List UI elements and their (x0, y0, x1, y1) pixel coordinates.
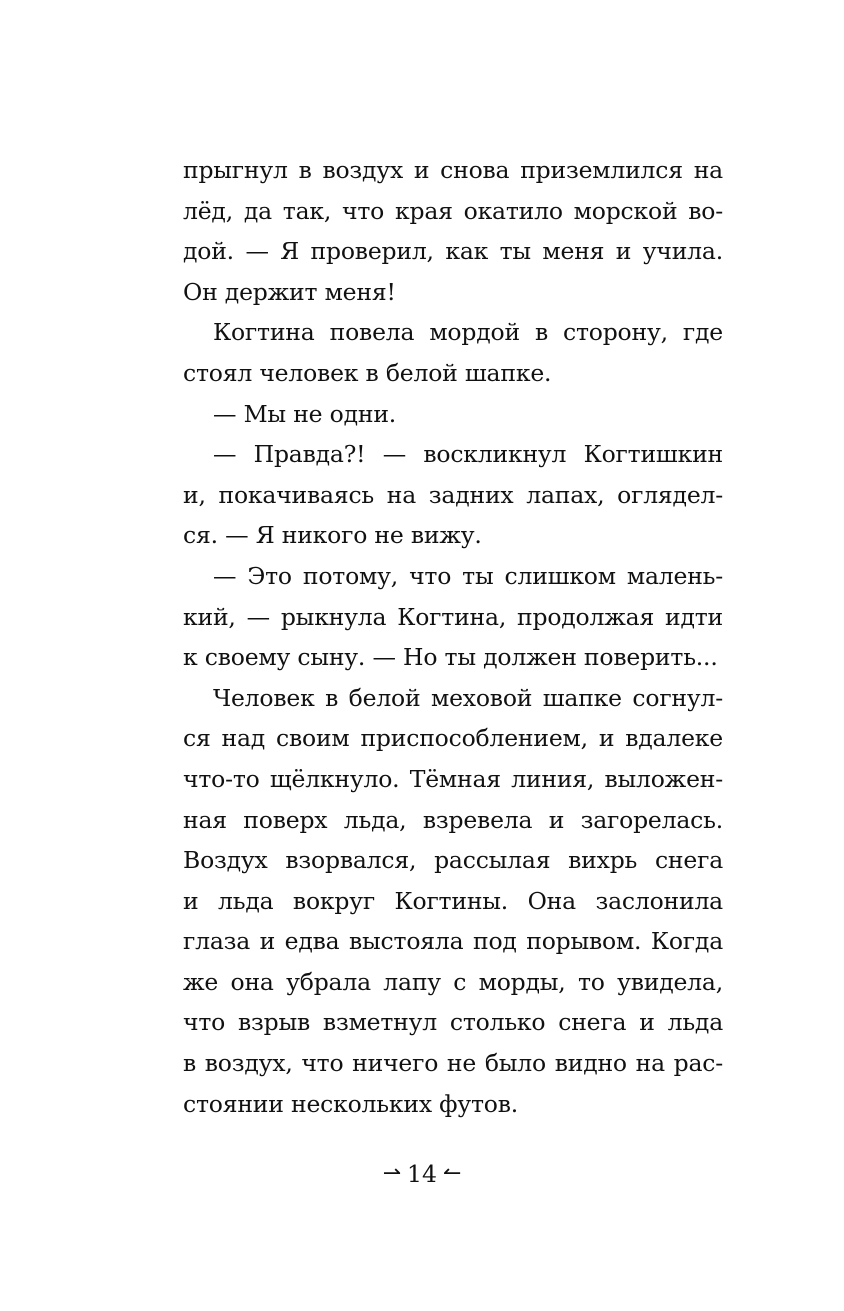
body-text (183, 150, 723, 1124)
text-line: Воздух взорвался, рассылая вихрь снега (183, 846, 723, 875)
left-harpoon-ornament-icon: ⇀ (382, 1160, 402, 1186)
text-line: Когтина повела мордой в сторону, где (213, 318, 723, 347)
text-line: ся над своим приспособлением, и вдалеке (183, 724, 723, 753)
text-line: Он держит меня! (183, 277, 396, 306)
text-line: дой. — Я проверил, как ты меня и учила. (183, 237, 723, 266)
text-line: и, покачиваясь на задних лапах, оглядел- (183, 480, 723, 509)
text-line: и льда вокруг Когтины. Она заслонила (183, 886, 723, 915)
page-number-footer (0, 1152, 844, 1194)
text-line: стоял человек в белой шапке. (183, 358, 552, 387)
text-line: же она убрала лапу с морды, то увидела, (183, 967, 723, 996)
text-line: лёд, да так, что края окатило морской во- (183, 196, 723, 225)
text-line: что взрыв взметнул столько снега и льда (183, 1008, 723, 1037)
text-line: — Это потому, что ты слишком малень- (213, 561, 723, 590)
text-line: стоянии нескольких футов. (183, 1089, 519, 1118)
text-line: ная поверх льда, взревела и загорелась. (183, 805, 723, 834)
text-line: Человек в белой меховой шапке согнул- (213, 683, 723, 712)
text-line: прыгнул в воздух и снова приземлился на (183, 156, 723, 184)
text-line: — Правда?! — воскликнул Когтишкин (213, 440, 723, 469)
page-number: 14 (407, 1159, 437, 1188)
text-line: ся. — Я никого не вижу. (183, 521, 482, 550)
text-line: к своему сыну. — Но ты должен поверить... (183, 643, 718, 672)
text-line: — Мы не одни. (213, 399, 397, 428)
text-line: в воздух, что ничего не было видно на рас- (183, 1049, 723, 1078)
text-line: кий, — рыкнула Когтина, продолжая идти (183, 602, 723, 631)
right-harpoon-ornament-icon: ↼ (442, 1160, 462, 1186)
text-line: что-то щёлкнуло. Тёмная линия, выложен- (183, 764, 723, 793)
text-line: глаза и едва выстояла под порывом. Когда (183, 927, 723, 956)
